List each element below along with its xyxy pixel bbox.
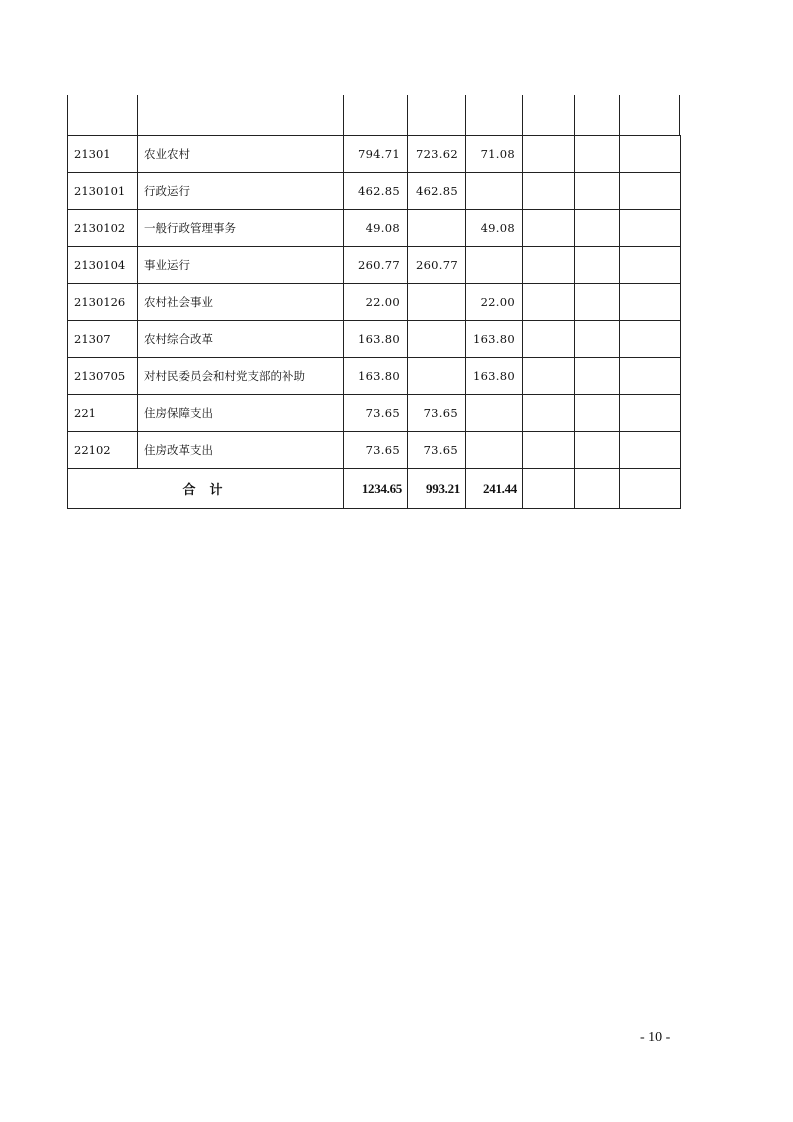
subject-name-cell: 一般行政管理事务	[138, 210, 344, 247]
project-expenditure-cell	[466, 173, 523, 210]
table-row	[68, 321, 681, 358]
table-continuation-top	[67, 95, 680, 135]
subject-name-cell: 住房保障支出	[138, 395, 344, 432]
project-expenditure-cell: 163.80	[466, 321, 523, 358]
empty-cell	[620, 469, 681, 509]
page-number: - 10 -	[640, 1030, 671, 1045]
project-expenditure-cell	[466, 432, 523, 469]
subject-name-cell: 事业运行	[138, 247, 344, 284]
project-expenditure-cell: 49.08	[466, 210, 523, 247]
basic-expenditure-cell: 73.65	[408, 395, 466, 432]
budget-expenditure-table	[67, 135, 681, 509]
project-expenditure-cell: 22.00	[466, 284, 523, 321]
project-total-cell: 241.44	[466, 469, 523, 509]
total-amount-cell: 49.08	[344, 210, 408, 247]
subject-name-cell: 农村综合改革	[138, 321, 344, 358]
subject-code-cell: 21307	[68, 321, 138, 358]
total-amount-cell: 22.00	[344, 284, 408, 321]
empty-cell	[575, 247, 620, 284]
table-row	[68, 247, 681, 284]
basic-expenditure-cell	[408, 358, 466, 395]
basic-total-cell: 993.21	[408, 469, 466, 509]
empty-cell	[620, 395, 681, 432]
empty-cell	[575, 284, 620, 321]
empty-cell	[523, 469, 575, 509]
empty-cell	[523, 321, 575, 358]
total-amount-cell: 794.71	[344, 136, 408, 173]
empty-cell	[620, 321, 681, 358]
empty-cell	[523, 432, 575, 469]
table-row	[68, 395, 681, 432]
total-amount-cell: 260.77	[344, 247, 408, 284]
empty-cell	[575, 136, 620, 173]
subject-code-cell: 21301	[68, 136, 138, 173]
empty-cell	[575, 173, 620, 210]
subject-code-cell: 2130104	[68, 247, 138, 284]
empty-cell	[523, 210, 575, 247]
empty-cell	[575, 432, 620, 469]
subject-name-cell: 农业农村	[138, 136, 344, 173]
basic-expenditure-cell: 723.62	[408, 136, 466, 173]
project-expenditure-cell: 163.80	[466, 358, 523, 395]
basic-expenditure-cell	[408, 321, 466, 358]
total-label: 合计	[68, 469, 344, 509]
empty-cell	[575, 469, 620, 509]
table-row	[68, 358, 681, 395]
subject-code-cell: 2130126	[68, 284, 138, 321]
empty-cell	[620, 210, 681, 247]
empty-cell	[575, 210, 620, 247]
empty-cell	[620, 136, 681, 173]
project-expenditure-cell	[466, 395, 523, 432]
total-row	[68, 469, 681, 509]
table-row	[68, 432, 681, 469]
subject-name-cell: 对村民委员会和村党支部的补助	[138, 358, 344, 395]
basic-expenditure-cell	[408, 210, 466, 247]
subject-name-cell: 行政运行	[138, 173, 344, 210]
subject-code-cell: 2130101	[68, 173, 138, 210]
table-row	[68, 284, 681, 321]
basic-expenditure-cell: 462.85	[408, 173, 466, 210]
empty-cell	[620, 247, 681, 284]
project-expenditure-cell	[466, 247, 523, 284]
subject-name-cell: 农村社会事业	[138, 284, 344, 321]
empty-cell	[523, 247, 575, 284]
subject-code-cell: 2130102	[68, 210, 138, 247]
total-amount-cell: 163.80	[344, 321, 408, 358]
total-amount-cell: 73.65	[344, 432, 408, 469]
project-expenditure-cell: 71.08	[466, 136, 523, 173]
grand-total-cell: 1234.65	[344, 469, 408, 509]
empty-cell	[523, 358, 575, 395]
subject-code-cell: 22102	[68, 432, 138, 469]
total-amount-cell: 462.85	[344, 173, 408, 210]
subject-name-cell: 住房改革支出	[138, 432, 344, 469]
basic-expenditure-cell: 73.65	[408, 432, 466, 469]
empty-cell	[620, 358, 681, 395]
table-row	[68, 136, 681, 173]
empty-cell	[523, 173, 575, 210]
empty-cell	[575, 321, 620, 358]
empty-cell	[523, 136, 575, 173]
empty-cell	[575, 358, 620, 395]
empty-cell	[523, 395, 575, 432]
subject-code-cell: 2130705	[68, 358, 138, 395]
empty-cell	[620, 432, 681, 469]
basic-expenditure-cell: 260.77	[408, 247, 466, 284]
basic-expenditure-cell	[408, 284, 466, 321]
total-amount-cell: 163.80	[344, 358, 408, 395]
table-row	[68, 173, 681, 210]
empty-cell	[523, 284, 575, 321]
subject-code-cell: 221	[68, 395, 138, 432]
empty-cell	[620, 284, 681, 321]
empty-cell	[620, 173, 681, 210]
table-row	[68, 210, 681, 247]
total-amount-cell: 73.65	[344, 395, 408, 432]
empty-cell	[575, 395, 620, 432]
